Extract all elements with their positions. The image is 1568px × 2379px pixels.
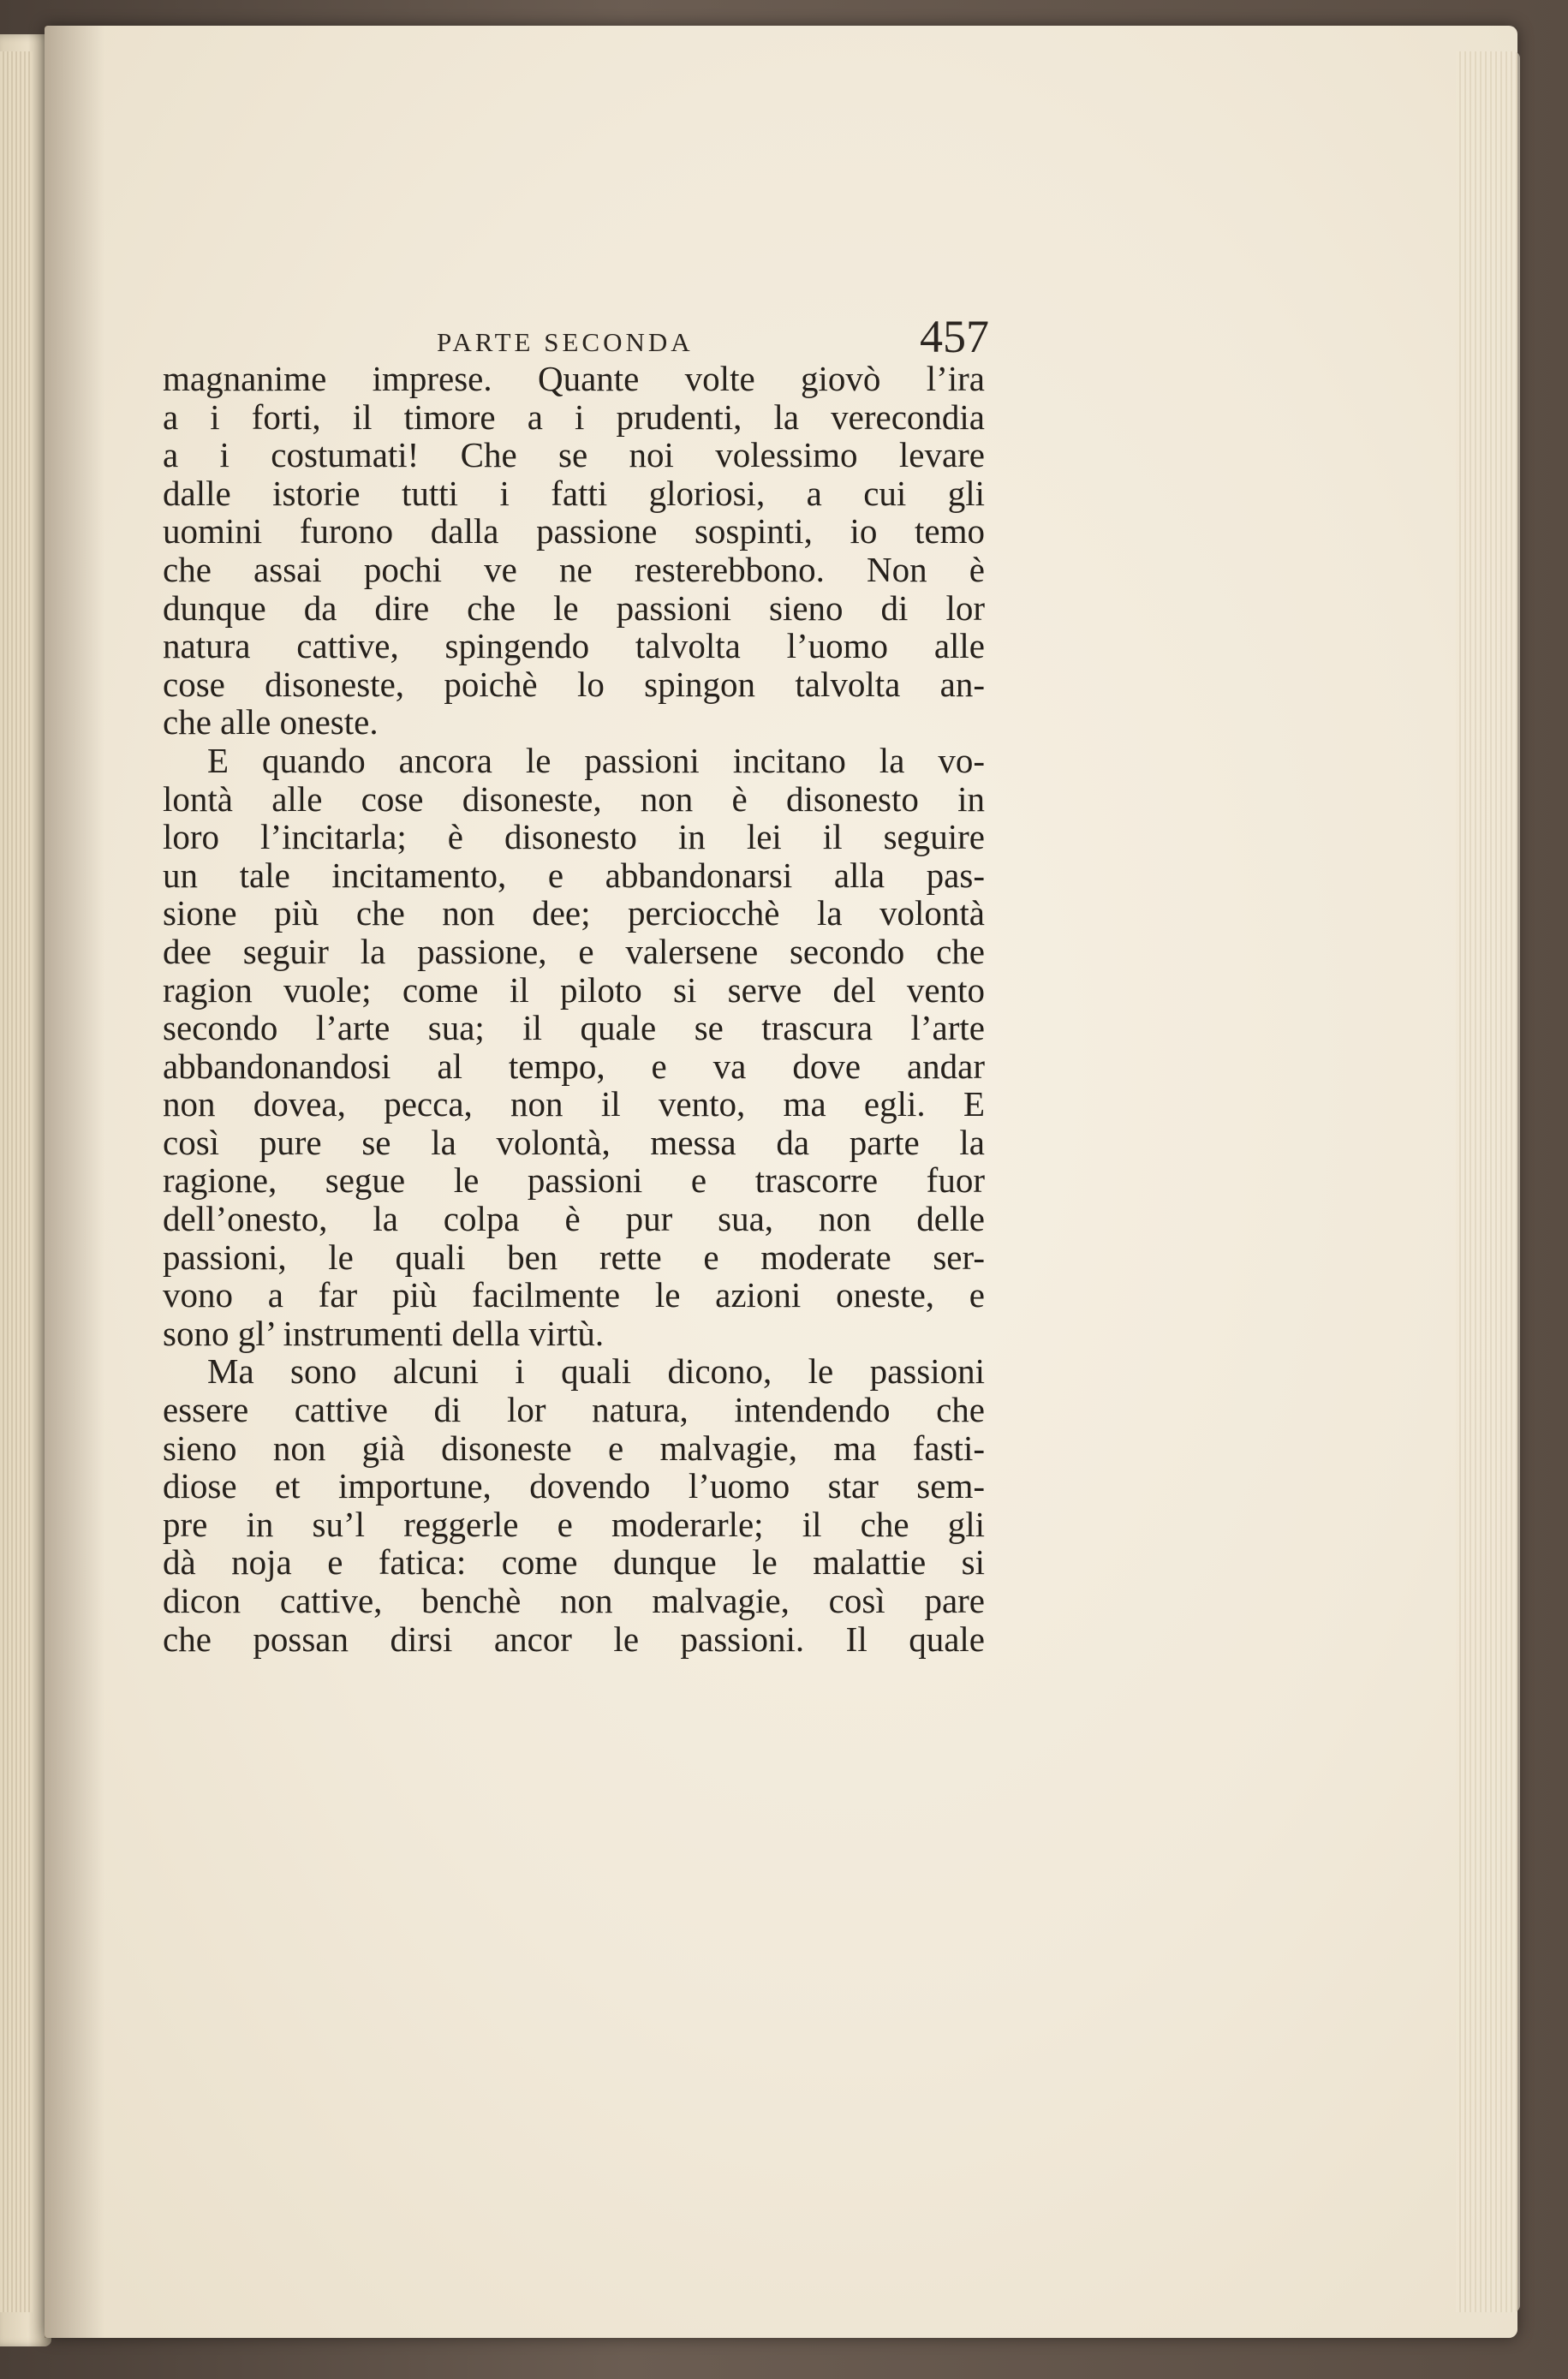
text-line: sione più che non dee; perciocchè la volontà xyxy=(163,893,985,933)
text-line: a i forti, il timore a i prudenti, la verecondia xyxy=(163,396,985,437)
text-line: E quando ancora le passioni incitano la vo- xyxy=(207,740,985,780)
text-line: natura cattive, spingendo talvolta l’uomo alle xyxy=(163,626,985,666)
text-line: loro l’incitarla; è disonesto in lei il seguire xyxy=(163,817,985,857)
text-line: uomini furono dalla passione sospinti, io temo xyxy=(163,511,985,552)
text-line: che possan dirsi ancor le passioni. Il quale xyxy=(163,1619,985,1659)
text-line: magnanime imprese. Quante volte giovò l’ira xyxy=(163,359,985,398)
text-line: così pure se la volontà, messa da parte la xyxy=(163,1122,985,1162)
text-line: che assai pochi ve ne resterebbono. Non è xyxy=(163,549,985,589)
text-line: sono gl’ instrumenti della virtù. xyxy=(163,1313,605,1353)
text-line: Ma sono alcuni i quali dicono, le passioni xyxy=(207,1351,985,1392)
text-line: a i costumati! Che se noi volessimo levare xyxy=(163,435,985,475)
text-line: dell’onesto, la colpa è pur sua, non delle xyxy=(163,1199,985,1239)
text-line: un tale incitamento, e abbandonarsi alla pas- xyxy=(163,855,985,895)
text-line: diose et importune, dovendo l’uomo star sem- xyxy=(163,1466,985,1506)
text-line: cose disoneste, poichè lo spingon talvolta an- xyxy=(163,664,985,704)
facing-page-stack xyxy=(0,51,33,2312)
running-title: PARTE SECONDA xyxy=(437,327,694,357)
text-line: dunque da dire che le passioni sieno di lor xyxy=(163,587,985,628)
text-line: abbandonandosi al tempo, e va dove andar xyxy=(163,1046,985,1086)
body-text xyxy=(163,360,985,1658)
text-line: passioni, le quali ben rette e moderate ser- xyxy=(163,1237,985,1277)
text-line: pre in su’l reggerle e moderarle; il che gli xyxy=(163,1504,985,1544)
text-line: dee seguir la passione, e valersene secondo che xyxy=(163,931,985,971)
text-line: dà noja e fatica: come dunque le malattie si xyxy=(163,1542,985,1583)
text-line: secondo l’arte sua; il quale se trascura l’arte xyxy=(163,1008,985,1048)
text-line: sieno non già disoneste e malvagie, ma fasti- xyxy=(163,1428,985,1468)
text-line: ragion vuole; come il piloto si serve del vento xyxy=(163,969,985,1010)
text-line: ragione, segue le passioni e trascorre fuor xyxy=(163,1160,985,1201)
page-number: 457 xyxy=(920,311,989,362)
text-line: dicon cattive, benchè non malvagie, così pare xyxy=(163,1581,985,1620)
text-line: vono a far più facilmente le azioni oneste, e xyxy=(163,1275,985,1315)
text-line: non dovea, pecca, non il vento, ma egli. E xyxy=(163,1084,985,1124)
text-line: dalle istorie tutti i fatti gloriosi, a cui gli xyxy=(163,473,985,513)
page-fore-edge xyxy=(1456,51,1520,2312)
text-line: lontà alle cose disoneste, non è disonesto in xyxy=(163,778,985,819)
text-line: che alle oneste. xyxy=(163,702,379,742)
text-line: essere cattive di lor natura, intendendo che xyxy=(163,1390,985,1430)
